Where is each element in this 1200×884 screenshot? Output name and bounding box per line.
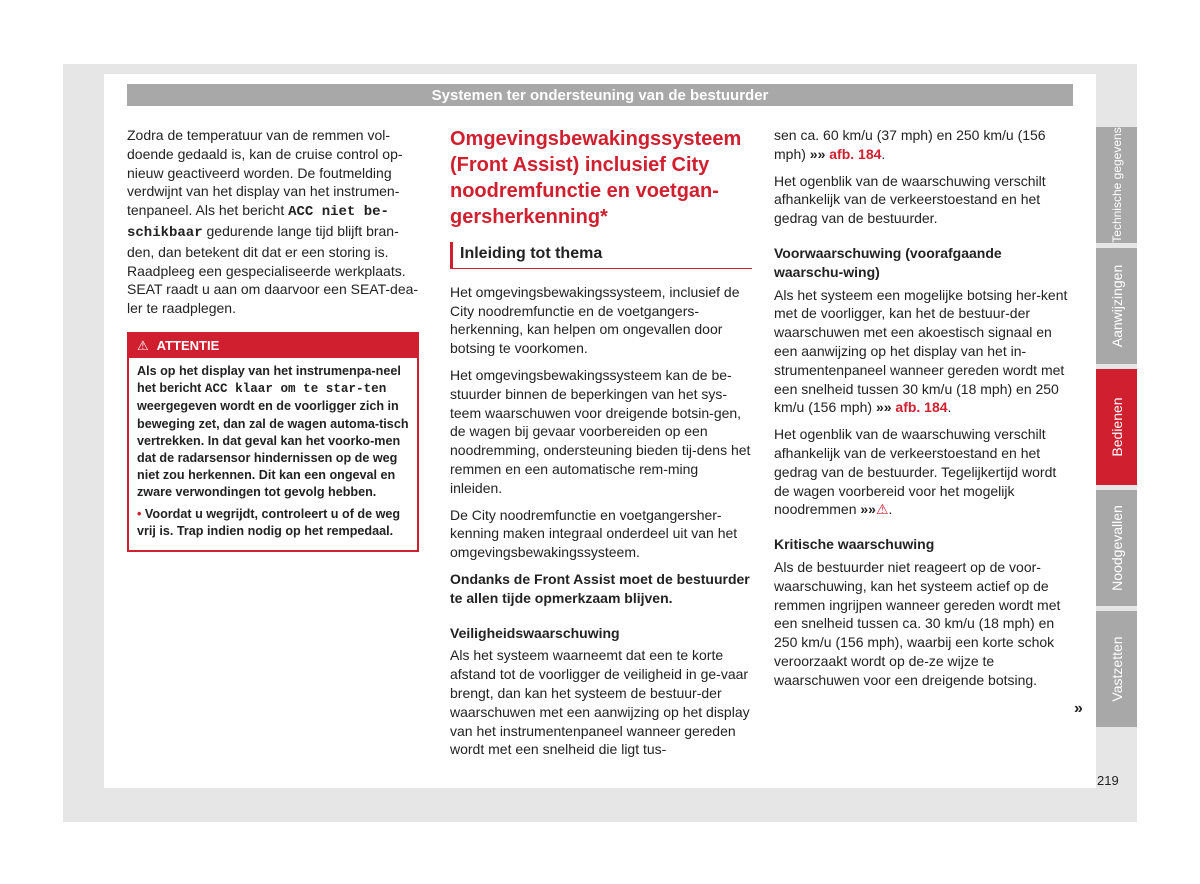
paragraph bbox=[774, 425, 1074, 519]
paragraph bbox=[127, 126, 419, 318]
paragraph: Het ogenblik van de waarschuwing verschilt afhankelijk van de verkeerstoestand en het gedrag van de bestuurder. bbox=[774, 172, 1046, 227]
display-message: ACC klaar om te star-ten bbox=[204, 382, 387, 397]
paragraph: De City noodremfunctie en voetgangersher-kenning maken integraal onderdeel uit van het omgevingsbewakingssysteem. bbox=[450, 506, 738, 561]
subsection-heading bbox=[450, 242, 752, 269]
heading-critical-warning: Kritische waarschuwing bbox=[774, 536, 935, 553]
bullet-icon: • bbox=[137, 506, 142, 521]
text: Zodra de temperatuur van de remmen vol-doende gedaald is, kan de cruise control op-nieuw geactiveerd worden. De foutmelding verdwijnt van het display van het instrumen-tenpaneel. Als het bericht bbox=[127, 127, 403, 219]
continue-chevron-icon: » bbox=[1074, 700, 1083, 717]
page-number: 219 bbox=[1097, 773, 1119, 788]
display-message: ACC niet be-schikbaar bbox=[127, 204, 389, 241]
column-3 bbox=[774, 126, 1074, 698]
column-2 bbox=[450, 126, 752, 767]
column-1 bbox=[127, 126, 419, 552]
text: weergegeven wordt en de voorligger zich in beweging zet, dan zal de wagen automa-tisch vertrekken. In dat geval kan het voorko-men dat de radarsensor hindernissen op de weg niet zou herkennen. Dit kan een ongeval en zware verwondingen tot gevolg hebben. bbox=[137, 399, 409, 500]
side-tab-label: Technische gegevens bbox=[1109, 127, 1124, 243]
text: Als het systeem een mogelijke botsing her-kent met de voorligger, kan het de bestuur-der waarschuwen met een akoestisch signaal en een aanwijzing op het display van het in-strumentenpaneel wanneer gereden wordt met een snelheid tussen 30 km/u (18 mph) en 250 km/u (156 mph) bbox=[774, 286, 1068, 416]
attention-box bbox=[127, 332, 419, 552]
side-tab-noodgevallen[interactable] bbox=[1096, 490, 1137, 606]
figure-reference-link[interactable]: afb. 184 bbox=[895, 399, 948, 416]
heading-pre-warning: Voorwaarschuwing (voorafgaande waarschu-wing) bbox=[774, 244, 1002, 280]
text: . bbox=[947, 399, 952, 416]
attention-header bbox=[129, 334, 417, 358]
chapter-header: Systemen ter ondersteuning van de bestuurder bbox=[127, 84, 1073, 106]
chevron-icon: »» bbox=[875, 399, 892, 416]
paragraph: Als het systeem waarneemt dat een te korte afstand tot de voorligger de veiligheid in ge-vaar brengt, dan kan het systeem de bestuur-der waarschuwen met een aanwijzing op het display van het instrumentenpaneel wanneer gereden wordt met een snelheid die ligt tus- bbox=[450, 647, 750, 758]
text: sen ca. 60 km/u (37 mph) en 250 km/u (156 mph) bbox=[774, 127, 1046, 162]
side-tab-label: Vastzetten bbox=[1108, 636, 1125, 702]
warning-triangle-icon[interactable]: ⚠ bbox=[875, 501, 889, 518]
text: . bbox=[881, 145, 886, 162]
side-tab-label: Aanwijzingen bbox=[1108, 264, 1125, 348]
paragraph: Het omgevingsbewakingssysteem, inclusief de City noodremfunctie en de voetgangers-herkenning, kan helpen om ongevallen door botsing te voorkomen. bbox=[450, 283, 740, 357]
subsection-title: Inleiding tot thema bbox=[460, 245, 603, 262]
text: Als op het display van het instrumenpa-neel het bericht bbox=[137, 363, 401, 396]
chevron-icon: »» bbox=[809, 145, 826, 162]
section-title: Omgevingsbewakingssysteem (Front Assist) inclusief City noodremfunctie en voetgan-gersherkenning* bbox=[450, 128, 742, 228]
side-tab-aanwijzingen[interactable] bbox=[1096, 248, 1137, 364]
attention-bullet-item bbox=[137, 506, 410, 540]
paragraph-emphasis: Ondanks de Front Assist moet de bestuurder te allen tijde opmerkzaam blijven. bbox=[450, 570, 750, 606]
text: Voordat u wegrijdt, controleert u of de weg vrij is. Trap indien nodig op het rempedaal. bbox=[137, 506, 401, 538]
paragraph bbox=[774, 286, 1074, 418]
warning-triangle-icon: ⚠ bbox=[137, 337, 149, 353]
attention-label: ATTENTIE bbox=[156, 337, 220, 353]
heading-safety-warning: Veiligheidswaarschuwing bbox=[450, 624, 620, 641]
side-tab-label: Noodgevallen bbox=[1108, 505, 1125, 591]
figure-reference-link[interactable]: afb. 184 bbox=[829, 145, 882, 162]
attention-body bbox=[129, 358, 417, 550]
paragraph: Als de bestuurder niet reageert op de voor-waarschuwing, kan het systeem actief op de remmen ingrijpen wanneer gereden wordt met een snelheid tussen ca. 30 km/u (18 mph) en 250 km/u (156 mph), waarbij een korte schok veroorzaakt wordt op de-ze wijze te waarschuwen voor een dreigende botsing. bbox=[774, 558, 1061, 688]
chevron-icon: »» bbox=[860, 501, 876, 518]
paragraph: Het omgevingsbewakingssysteem kan de be-stuurder binnen de beperkingen van het sys-teem waarschuwen voor dreigende botsin-gen, de wagen bij gevaar voorbereiden op een noodremming, ondersteuning bieden tij-dens het remmen en een automatische rem-ming inleiden. bbox=[450, 366, 751, 496]
side-tab-label: Bedienen bbox=[1108, 397, 1125, 457]
paragraph bbox=[774, 126, 1074, 164]
side-tab-bedienen[interactable] bbox=[1096, 369, 1137, 485]
attention-paragraph bbox=[137, 363, 410, 502]
text: gedurende lange tijd blijft bran-den, dan betekent dit dat er een storing is. Raadpleeg een gespecialiseerde werkplaats. SEAT raadt u aan om daarvoor een SEAT-dea-ler te raadplegen. bbox=[127, 222, 419, 317]
text: . bbox=[888, 501, 893, 518]
side-tab-vastzetten[interactable] bbox=[1096, 611, 1137, 727]
side-tab-technische-gegevens[interactable] bbox=[1096, 127, 1137, 243]
text: Het ogenblik van de waarschuwing verschilt afhankelijk van de verkeerstoestand en het gedrag van de bestuurder. Tegelijkertijd wordt de wagen voorbereid voor het mogelijk noodremmen bbox=[774, 426, 1057, 518]
